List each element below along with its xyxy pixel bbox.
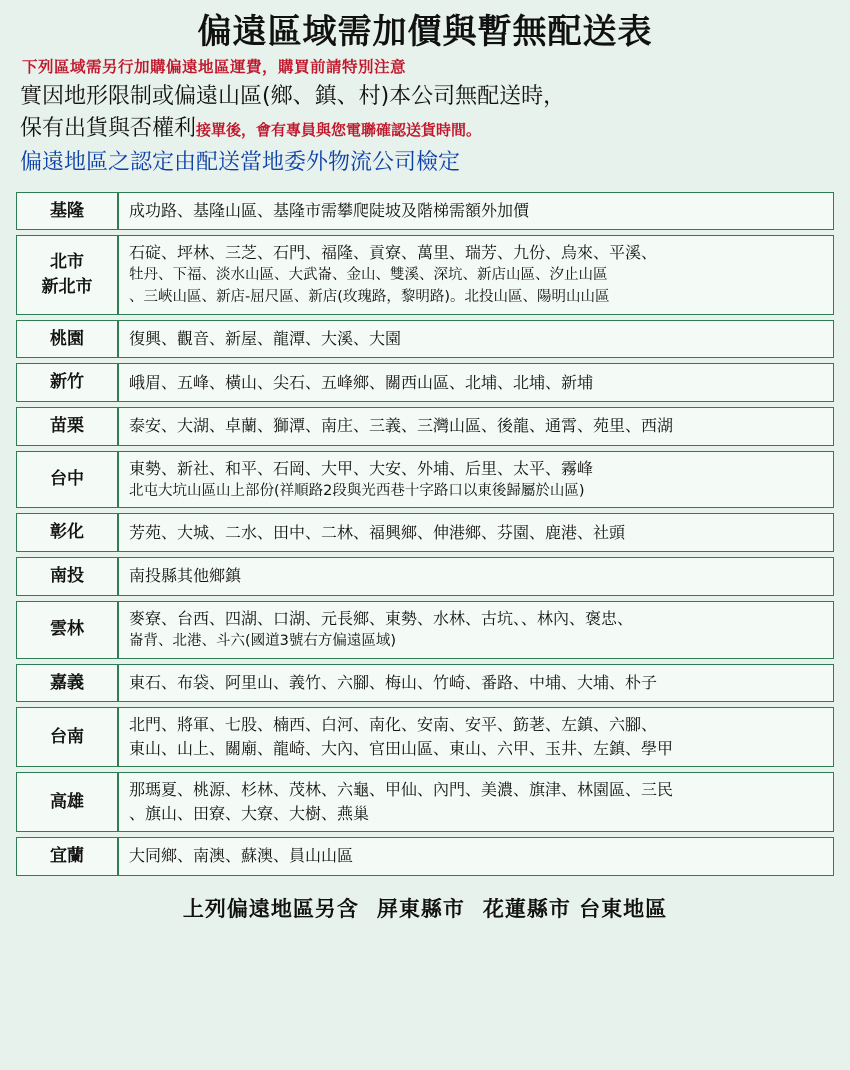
region-label: 高雄 xyxy=(16,772,118,832)
region-label: 台南 xyxy=(16,707,118,767)
region-label: 台中 xyxy=(16,451,118,509)
table-row xyxy=(16,772,834,832)
detail-line: 牡丹、下福、淡水山區、大武崙、金山、雙溪、深坑、新店山區、汐止山區 xyxy=(129,267,608,284)
notice-line-1: 實因地形限制或偏遠山區(鄉、鎮、村)本公司無配送時， xyxy=(20,84,566,110)
region-label: 雲林 xyxy=(16,601,118,659)
region-detail xyxy=(118,235,834,315)
detail-line: 東山、山上、關廟、龍崎、大內、官田山區、東山、六甲、玉井、左鎮、學甲 xyxy=(129,739,674,759)
region-label-top: 北市 xyxy=(50,252,84,273)
detail-line: 北屯大坑山區山上部份(祥順路2段與光西巷十字路口以東後歸屬於山區) xyxy=(129,482,585,499)
detail-line: 南投縣其他鄉鎮 xyxy=(129,566,242,586)
table-row xyxy=(16,451,834,509)
page-title: 偏遠區域需加價與暫無配送表 xyxy=(197,12,653,52)
footer-text-3: 花蓮縣市 台東地區 xyxy=(482,896,668,921)
region-detail xyxy=(118,407,834,446)
detail-line: 峨眉、五峰、橫山、尖石、五峰鄉、關西山區、北埔、北埔、新埔 xyxy=(129,372,594,392)
table-row xyxy=(16,557,834,596)
detail-line: 石碇、坪林、三芝、石門、福隆、貢寮、萬里、瑞芳、九份、烏來、平溪、 xyxy=(129,243,658,263)
detail-line: 大同鄉、南澳、蘇澳、員山山區 xyxy=(129,846,354,866)
region-label: 彰化 xyxy=(16,513,118,552)
table-row xyxy=(16,664,834,703)
detail-line: 東石、布袋、阿里山、義竹、六腳、梅山、竹崎、番路、中埔、大埔、朴子 xyxy=(129,672,658,692)
notice-line-2-note: 接單後，會有專員與您電聯確認送貨時間。 xyxy=(196,120,482,139)
footer-text-2: 屏東縣市 xyxy=(376,896,465,921)
page-subtitle: 下列區域需另行加購偏遠地區運費，購買前請特別注意 xyxy=(22,58,407,77)
region-detail xyxy=(118,557,834,596)
region-detail xyxy=(118,837,834,876)
table-row xyxy=(16,513,834,552)
region-detail xyxy=(118,320,834,359)
notice-line-2-wrap xyxy=(20,113,836,144)
region-label: 苗栗 xyxy=(16,407,118,446)
table-row xyxy=(16,235,834,315)
zones-table xyxy=(16,187,834,881)
table-row xyxy=(16,192,834,231)
detail-line: 麥寮、台西、四湖、口湖、元長鄉、東勢、水林、古坑、、林內、褒忠、 xyxy=(129,608,634,628)
region-detail xyxy=(118,601,834,659)
notice-line-2: 保有出貨與否權利 xyxy=(20,115,197,141)
region-label: 新竹 xyxy=(16,363,118,402)
detail-line: 東勢、新社、和平、石岡、大甲、大安、外埔、后里、太平、霧峰 xyxy=(129,458,594,478)
region-detail xyxy=(118,451,834,509)
notice-line-3: 偏遠地區之認定由配送當地委外物流公司檢定 xyxy=(20,149,461,175)
detail-line: 、三峽山區、新店-屈尺區、新店(玫瑰路，黎明路)。北投山區、陽明山山區 xyxy=(129,289,610,306)
region-label: 基隆 xyxy=(16,192,118,231)
table-row xyxy=(16,407,834,446)
region-detail xyxy=(118,707,834,767)
table-row xyxy=(16,707,834,767)
detail-line: 那瑪夏、桃源、杉林、茂林、六龜、甲仙、內門、美濃、旗津、林園區、三民 xyxy=(129,780,674,800)
footer-note xyxy=(14,893,836,923)
region-label xyxy=(16,235,118,315)
region-label: 桃園 xyxy=(16,320,118,359)
region-label: 宜蘭 xyxy=(16,837,118,876)
region-detail xyxy=(118,513,834,552)
region-label: 嘉義 xyxy=(16,664,118,703)
table-row xyxy=(16,363,834,402)
detail-line: 泰安、大湖、卓蘭、獅潭、南庄、三義、三灣山區、後龍、通霄、苑里、西湖 xyxy=(129,416,674,436)
detail-line: 、旗山、田寮、大寮、大樹、燕巢 xyxy=(129,804,370,824)
table-row xyxy=(16,837,834,876)
table-row xyxy=(16,320,834,359)
region-label: 南投 xyxy=(16,557,118,596)
region-detail xyxy=(118,192,834,231)
detail-line: 北門、將軍、七股、楠西、白河、南化、安南、安平、筯荖、左鎮、六腳、 xyxy=(129,715,658,735)
region-detail xyxy=(118,664,834,703)
region-detail xyxy=(118,772,834,832)
detail-line: 復興、觀音、新屋、龍潭、大溪、大園 xyxy=(129,329,402,349)
table-row xyxy=(16,601,834,659)
region-detail xyxy=(118,363,834,402)
detail-line: 芳苑、大城、二水、田中、二林、福興鄉、伸港鄉、芬園、鹿港、社頭 xyxy=(129,522,626,542)
region-label-bottom: 新北市 xyxy=(41,277,93,298)
detail-line: 成功路、基隆山區、基隆市需攀爬陡坡及階梯需額外加價 xyxy=(129,200,530,220)
notice-block xyxy=(20,81,836,143)
footer-text-1: 上列偏遠地區另含 xyxy=(182,896,359,921)
detail-line: 崙背、北港、斗六(國道3號右方偏遠區域) xyxy=(129,632,397,649)
